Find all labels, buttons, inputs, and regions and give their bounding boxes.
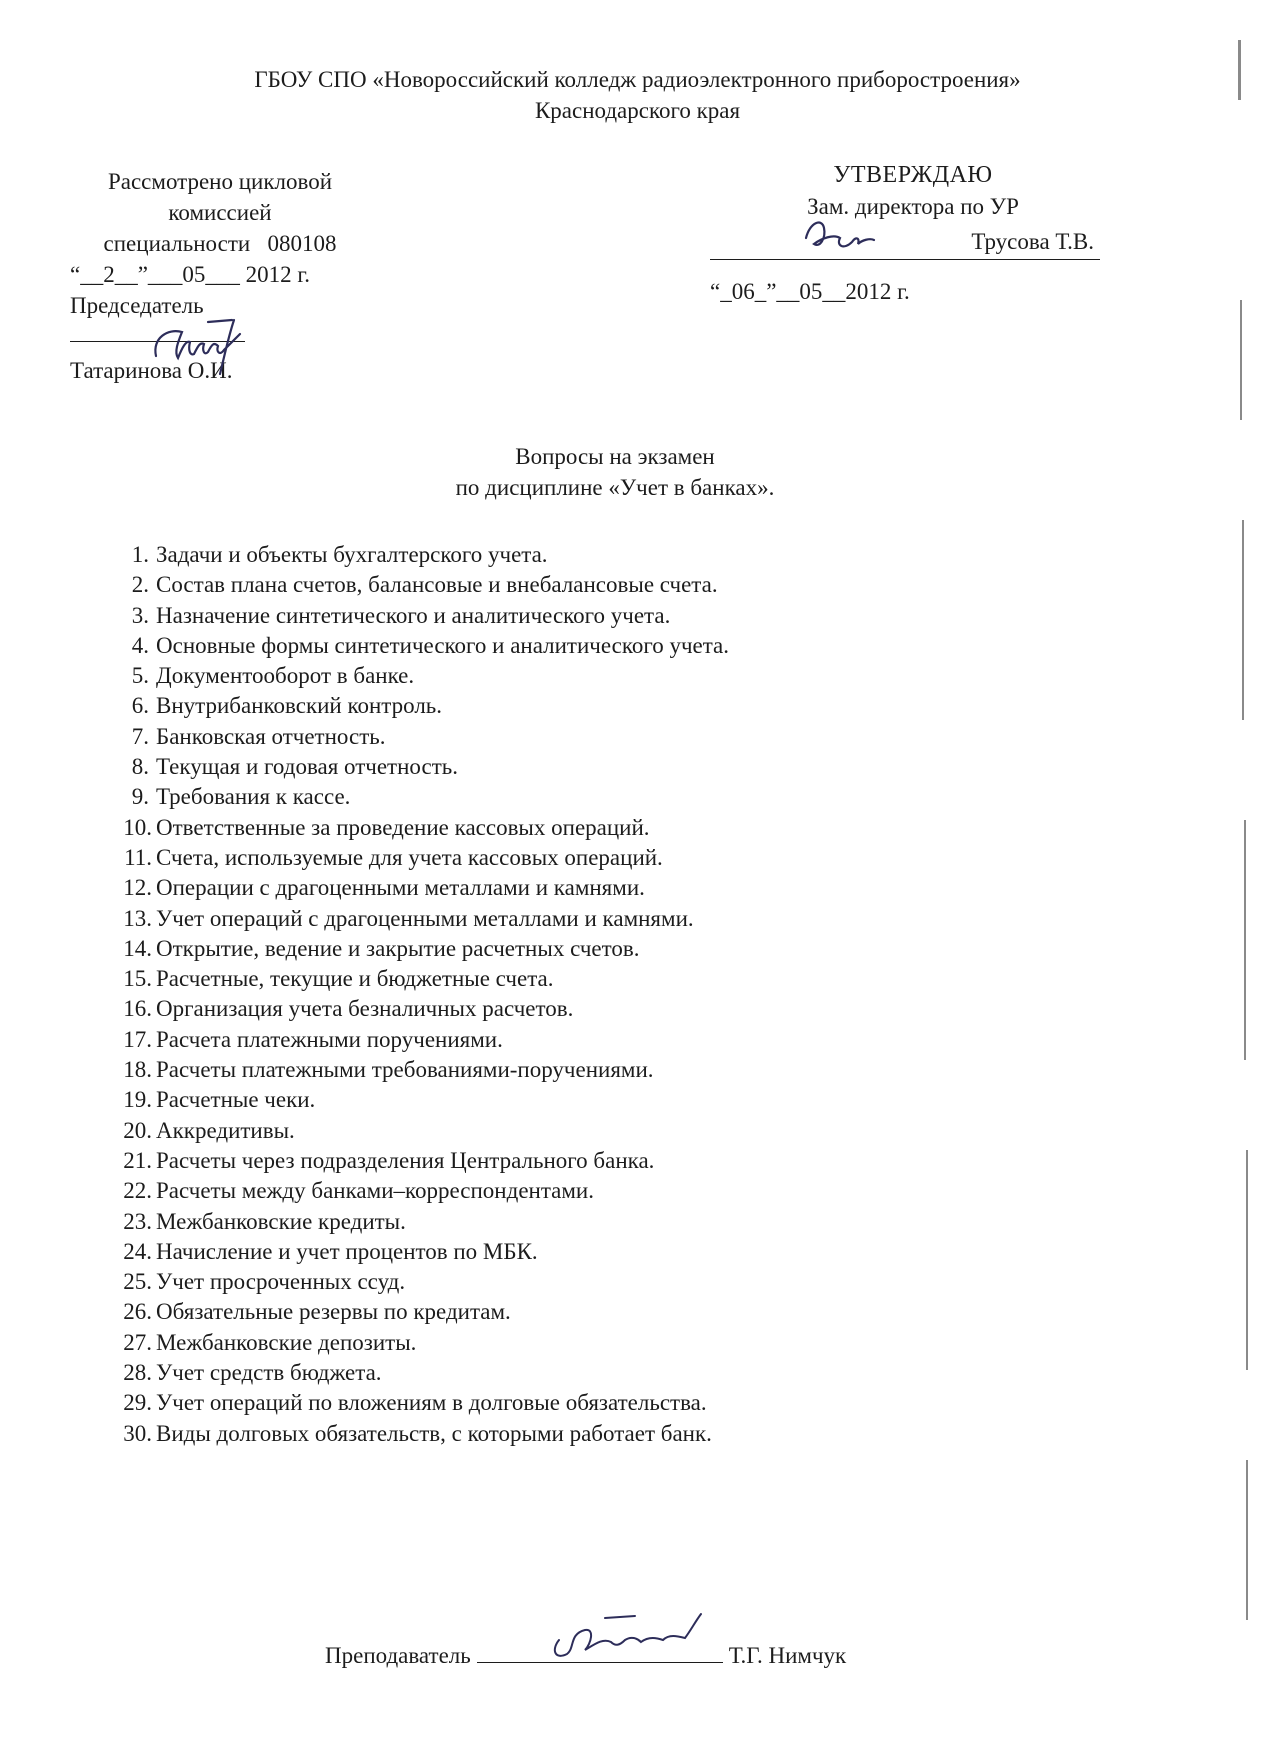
title-line-1: Вопросы на экзамен xyxy=(515,444,715,469)
question-number: 9. xyxy=(131,784,149,810)
question-number: 1. xyxy=(131,542,149,567)
question-text: Ответственные за проведение кассовых операций. xyxy=(156,814,650,840)
question-item xyxy=(108,994,1168,1024)
question-number: 14. xyxy=(123,935,152,961)
question-text: Банковская отчетность. xyxy=(156,723,386,749)
question-item xyxy=(108,722,1168,752)
question-item xyxy=(108,1388,1168,1418)
question-number: 30. xyxy=(123,1420,152,1446)
chair-signature xyxy=(148,318,258,383)
question-text: Расчеты между банками–корреспондентами. xyxy=(156,1178,594,1204)
considered-line-1: Рассмотрено цикловой xyxy=(107,169,333,194)
question-number: 3. xyxy=(131,602,149,628)
question-item xyxy=(108,1237,1168,1267)
teacher-name: Т.Г. Нимчук xyxy=(728,1643,847,1668)
institution-region: Краснодарского края xyxy=(534,98,741,123)
approver-name: Трусова Т.В. xyxy=(971,229,1094,254)
question-number: 28. xyxy=(123,1360,152,1386)
question-item xyxy=(108,1055,1168,1085)
scan-edge-mark xyxy=(1246,1150,1248,1370)
question-number: 23. xyxy=(123,1208,152,1234)
question-number: 29. xyxy=(123,1390,152,1416)
considered-line-2: комиссией xyxy=(168,200,272,225)
question-item xyxy=(108,1207,1168,1237)
teacher-label: Преподаватель xyxy=(325,1643,471,1668)
question-text: Организация учета безналичных расчетов. xyxy=(156,996,574,1022)
question-text: Основные формы синтетического и аналитического учета. xyxy=(156,632,730,658)
question-number: 7. xyxy=(131,723,149,749)
scan-edge-mark xyxy=(1246,1460,1248,1620)
question-number: 21. xyxy=(123,1147,152,1173)
scan-edge-mark xyxy=(1244,820,1246,1060)
question-text: Требования к кассе. xyxy=(156,784,351,810)
chair-label: Председатель xyxy=(70,293,204,318)
signature-rule xyxy=(710,259,1100,260)
questions-list xyxy=(108,540,1168,1449)
question-text: Расчетные чеки. xyxy=(156,1087,316,1113)
question-text: Межбанковские депозиты. xyxy=(156,1329,417,1355)
question-item xyxy=(108,1025,1168,1055)
question-text: Задачи и объекты бухгалтерского учета. xyxy=(156,542,548,567)
teacher-signature xyxy=(545,1610,715,1675)
institution-name: ГБОУ СПО «Новороссийский колледж радиоэлектронного приборостроения» xyxy=(254,67,1021,92)
approved-title: УТВЕРЖДАЮ xyxy=(833,162,993,188)
question-text: Счета, используемые для учета кассовых операций. xyxy=(156,844,663,870)
question-item xyxy=(108,964,1168,994)
question-text: Учет средств бюджета. xyxy=(156,1360,382,1386)
approved-date: “_06_”__05__2012 г. xyxy=(710,279,910,304)
question-text: Назначение синтетического и аналитического учета. xyxy=(156,602,671,628)
question-number: 15. xyxy=(123,966,152,992)
question-number: 24. xyxy=(123,1238,152,1264)
question-number: 6. xyxy=(131,693,149,719)
question-item xyxy=(108,661,1168,691)
question-item xyxy=(108,813,1168,843)
question-number: 5. xyxy=(131,663,149,689)
question-item xyxy=(108,1358,1168,1388)
considered-date: “__2__”___05___ 2012 г. xyxy=(70,262,311,287)
question-text: Расчета платежными поручениями. xyxy=(156,1026,503,1052)
title-line-2: по дисциплине «Учет в банках». xyxy=(455,475,775,500)
question-item xyxy=(108,1116,1168,1146)
question-item xyxy=(108,1146,1168,1176)
question-text: Расчетные, текущие и бюджетные счета. xyxy=(156,966,554,992)
scan-edge-mark xyxy=(1240,300,1242,420)
question-item xyxy=(108,601,1168,631)
question-text: Расчеты через подразделения Центрального банка. xyxy=(156,1147,655,1173)
question-number: 4. xyxy=(131,632,149,658)
question-text: Расчеты платежными требованиями-поручениями. xyxy=(156,1057,654,1083)
question-text: Документооборот в банке. xyxy=(156,663,415,689)
institution-header xyxy=(0,64,1275,126)
approver-signature-line xyxy=(710,222,1100,262)
question-item xyxy=(108,1297,1168,1327)
question-item xyxy=(108,782,1168,812)
question-number: 20. xyxy=(123,1117,152,1143)
question-item xyxy=(108,631,1168,661)
question-item xyxy=(108,904,1168,934)
question-number: 25. xyxy=(123,1269,152,1295)
scan-edge-mark xyxy=(1242,520,1244,720)
question-text: Виды долговых обязательств, с которыми работает банк. xyxy=(156,1420,712,1446)
question-item xyxy=(108,570,1168,600)
question-number: 13. xyxy=(123,905,152,931)
question-number: 19. xyxy=(123,1087,152,1113)
question-text: Межбанковские кредиты. xyxy=(156,1208,406,1234)
question-text: Операции с драгоценными металлами и камнями. xyxy=(156,875,645,901)
question-item xyxy=(108,1085,1168,1115)
question-number: 27. xyxy=(123,1329,152,1355)
document-title xyxy=(0,441,1230,503)
question-number: 8. xyxy=(131,754,149,780)
question-item xyxy=(108,1176,1168,1206)
question-number: 26. xyxy=(123,1299,152,1325)
question-item xyxy=(108,843,1168,873)
question-text: Аккредитивы. xyxy=(156,1117,295,1143)
question-item xyxy=(108,540,1168,570)
question-item xyxy=(108,752,1168,782)
question-number: 11. xyxy=(124,844,152,870)
question-text: Текущая и годовая отчетность. xyxy=(156,754,458,780)
question-text: Внутрибанковский контроль. xyxy=(156,693,443,719)
question-number: 16. xyxy=(123,996,152,1022)
question-item xyxy=(108,1419,1168,1449)
approver-signature xyxy=(800,208,880,263)
question-text: Состав плана счетов, балансовые и внебалансовые счета. xyxy=(156,572,718,598)
question-number: 18. xyxy=(123,1057,152,1083)
question-text: Обязательные резервы по кредитам. xyxy=(156,1299,511,1325)
question-text: Открытие, ведение и закрытие расчетных счетов. xyxy=(156,935,640,961)
question-item xyxy=(108,1267,1168,1297)
question-text: Начисление и учет процентов по МБК. xyxy=(156,1238,538,1264)
question-text: Учет просроченных ссуд. xyxy=(156,1269,406,1295)
question-number: 12. xyxy=(123,875,152,901)
approved-block xyxy=(710,160,1100,307)
question-item xyxy=(108,873,1168,903)
considered-line-3: специальности 080108 xyxy=(103,231,337,256)
question-text: Учет операций по вложениям в долговые обязательства. xyxy=(156,1390,707,1416)
question-number: 22. xyxy=(123,1178,152,1204)
question-item xyxy=(108,934,1168,964)
question-number: 17. xyxy=(123,1026,152,1052)
question-item xyxy=(108,691,1168,721)
question-number: 2. xyxy=(131,572,149,598)
chair-name: Татаринова О.И. xyxy=(70,358,233,383)
approved-role: Зам. директора по УР xyxy=(807,194,1019,219)
question-item xyxy=(108,1328,1168,1358)
question-text: Учет операций с драгоценными металлами и камнями. xyxy=(156,905,694,931)
question-number: 10. xyxy=(123,814,152,840)
